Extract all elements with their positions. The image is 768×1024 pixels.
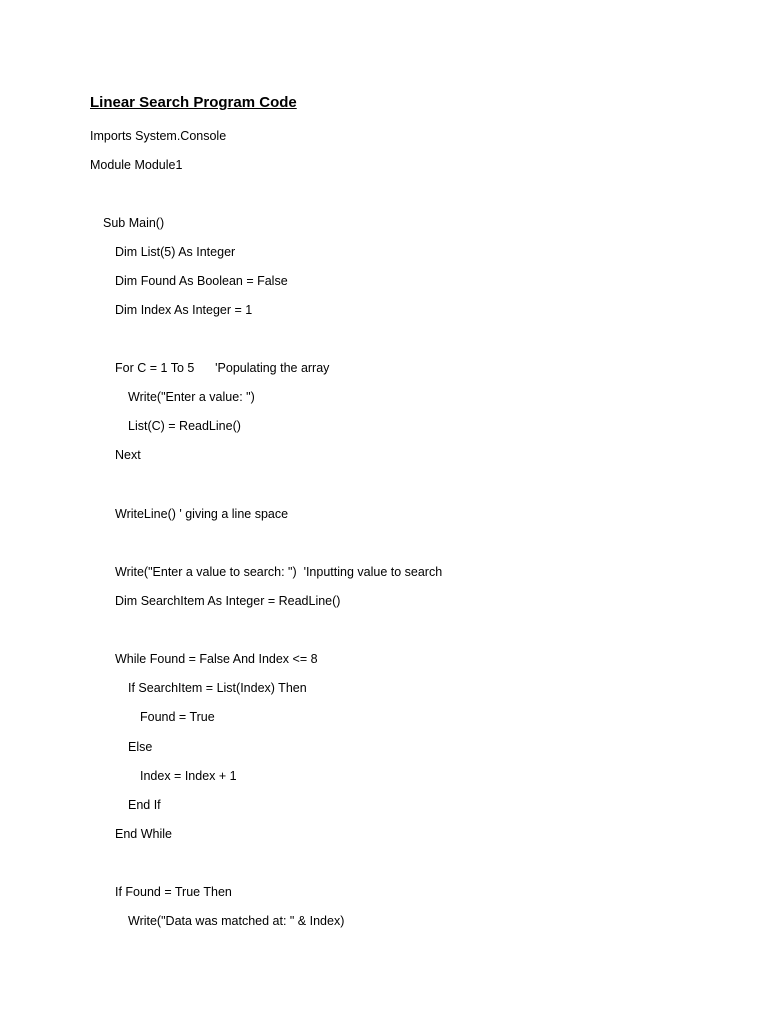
page-title: Linear Search Program Code — [90, 94, 297, 111]
code-line: Found = True — [140, 710, 215, 724]
code-line: Index = Index + 1 — [140, 769, 237, 783]
code-line: If SearchItem = List(Index) Then — [128, 681, 307, 695]
code-line: End If — [128, 798, 161, 812]
code-line: Imports System.Console — [90, 129, 227, 143]
code-line: While Found = False And Index <= 8 — [115, 652, 318, 666]
code-line: End While — [115, 827, 172, 841]
code-line: Dim Found As Boolean = False — [115, 274, 288, 288]
code-line: Write("Enter a value: ") — [128, 390, 255, 404]
code-line: Dim List(5) As Integer — [115, 245, 236, 259]
code-line: List(C) = ReadLine() — [128, 419, 241, 433]
code-line: If Found = True Then — [115, 885, 232, 899]
code-line: Next — [115, 448, 141, 462]
code-line: Write("Data was matched at: " & Index) — [128, 914, 345, 928]
code-line: Dim Index As Integer = 1 — [115, 303, 253, 317]
code-line: WriteLine() ' giving a line space — [115, 507, 289, 521]
code-line: For C = 1 To 5 'Populating the array — [115, 361, 330, 375]
code-line: Sub Main() — [103, 216, 165, 230]
code-line: Else — [128, 740, 153, 754]
code-line: Dim SearchItem As Integer = ReadLine() — [115, 594, 341, 608]
code-line: Module Module1 — [90, 158, 183, 172]
code-line: Write("Enter a value to search: ") 'Inputting value to search — [115, 565, 443, 579]
